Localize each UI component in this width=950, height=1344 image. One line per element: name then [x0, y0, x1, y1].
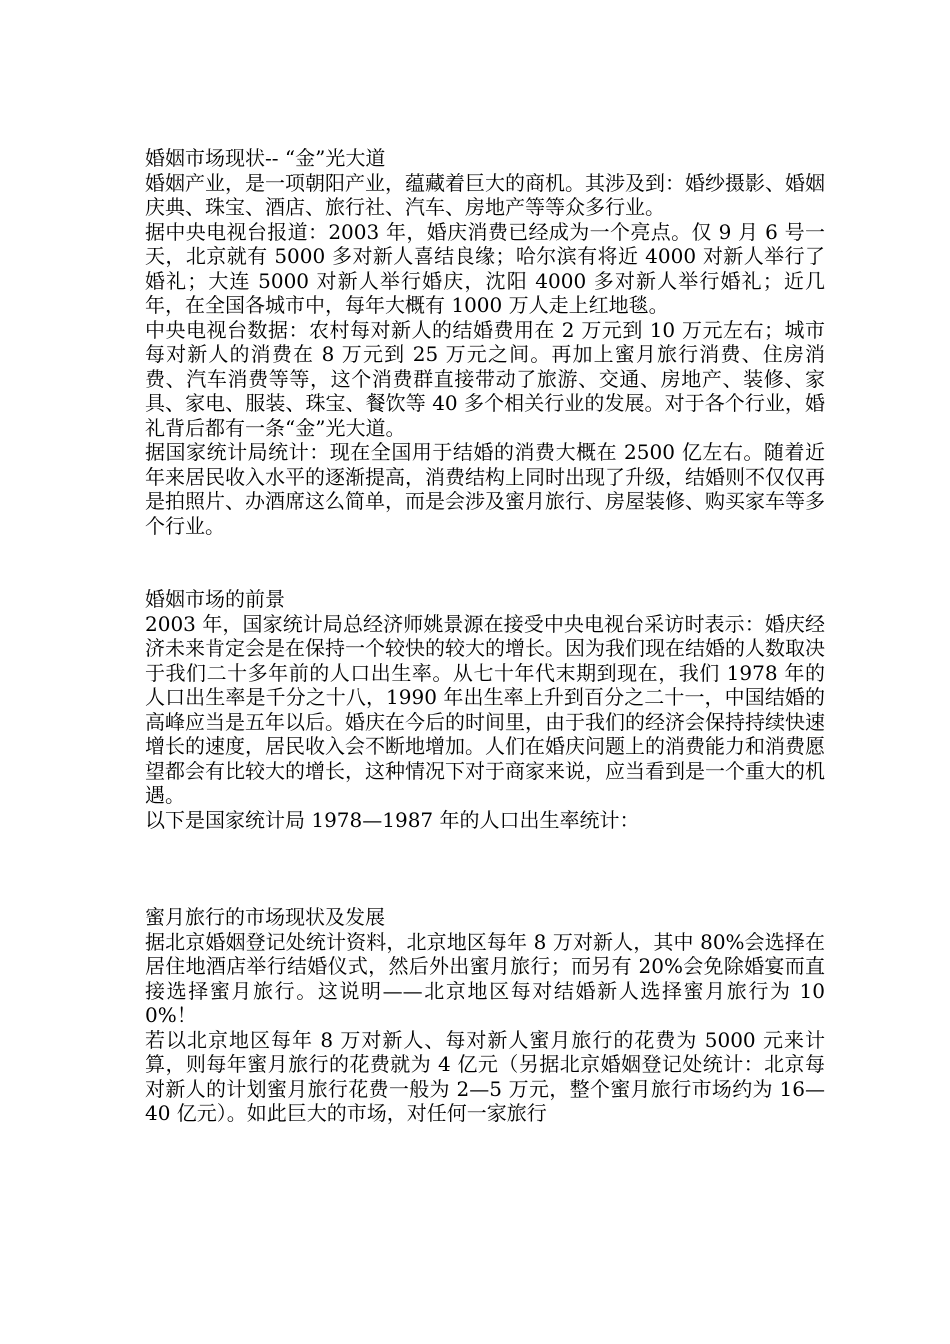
- paragraph-honeymoon-statistics: 据北京婚姻登记处统计资料，北京地区每年 8 万对新人，其中 80%会选择在居住地酒店举行结婚仪式，然后外出蜜月旅行；而另有 20%会免除婚宴而直接选择蜜月旅行。这说明——北京地区每对结婚新人选择蜜月旅行为 100%！: [145, 929, 825, 1027]
- section-title-honeymoon-market: 蜜月旅行的市场现状及发展: [145, 905, 385, 929]
- paragraph-national-statistics: 据国家统计局统计：现在全国用于结婚的消费大概在 2500 亿左右。随着近年来居民收入水平的逐渐提高，消费结构上同时出现了升级，结婚则不仅仅再是拍照片、办酒席这么简单，而是会涉及蜜月旅行、房屋装修、购买家车等多个行业。: [145, 440, 825, 538]
- section-title-marriage-market: 婚姻市场现状-- “金”光大道: [145, 146, 386, 170]
- paragraph-outlook-interview: 2003 年，国家统计局总经济师姚景源在接受中央电视台采访时表示：婚庆经济未来肯定会是在保持一个较快的较大的增长。因为我们现在结婚的人数取决于我们二十多年前的人口出生率。从七十年代末期到现在，我们 1978 年的人口出生率是千分之十八，1990 年出生率上升到百分之二十一，中国结婚的高峰应当是五年以后。婚庆在今后的时间里，由于我们的经济会保持持续快速增长的速度，居民收入会不断地增加。人们在婚庆问题上的消费能力和消费愿望都会有比较大的增长，这种情况下对于商家来说，应当看到是一个重大的机遇。: [145, 611, 825, 807]
- section-spacer: [145, 832, 825, 905]
- section-title-market-outlook: 婚姻市场的前景: [145, 587, 285, 611]
- section-spacer: [145, 538, 825, 587]
- paragraph-industry-overview: 婚姻产业，是一项朝阳产业，蕴藏着巨大的商机。其涉及到：婚纱摄影、婚姻庆典、珠宝、酒店、旅行社、汽车、房地产等等众多行业。: [145, 170, 825, 219]
- paragraph-cctv-report: 据中央电视台报道：2003 年，婚庆消费已经成为一个亮点。仅 9 月 6 号一天，北京就有 5000 多对新人喜结良缘；哈尔滨有将近 4000 对新人举行了婚礼；大连 5000 对新人举行婚庆，沈阳 4000 多对新人举行婚礼；近几年，在全国各城市中，每年大概有 1000 万人走上红地毯。: [145, 219, 825, 317]
- paragraph-cctv-data: 中央电视台数据：农村每对新人的结婚费用在 2 万元到 10 万元左右；城市每对新人的消费在 8 万元到 25 万元之间。再加上蜜月旅行消费、住房消费、汽车消费等等，这个消费群直接带动了旅游、交通、房地产、装修、家具、家电、服装、珠宝、餐饮等 40 多个相关行业的发展。对于各个行业，婚礼背后都有一条“金”光大道。: [145, 317, 825, 440]
- paragraph-honeymoon-spending: 若以北京地区每年 8 万对新人、每对新人蜜月旅行的花费为 5000 元来计算，则每年蜜月旅行的花费就为 4 亿元（另据北京婚姻登记处统计：北京每对新人的计划蜜月旅行花费一般为 2—5 万元，整个蜜月旅行市场约为 16—40 亿元）。如此巨大的市场，对任何一家旅行: [145, 1027, 825, 1125]
- document-body: [145, 146, 825, 1126]
- paragraph-birth-rate-intro: 以下是国家统计局 1978—1987 年的人口出生率统计：: [145, 807, 640, 832]
